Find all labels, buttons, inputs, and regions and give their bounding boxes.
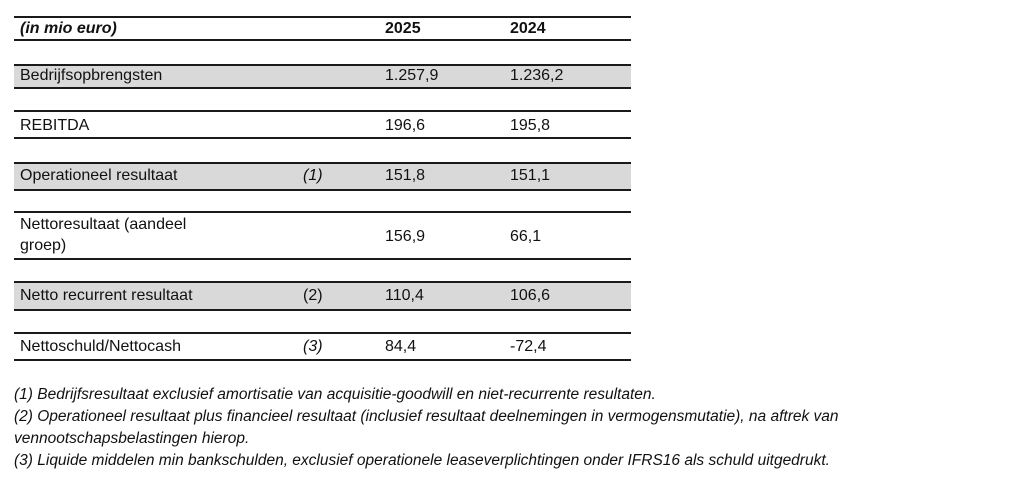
row-value-2024: 1.236,2 [510,67,564,84]
row-value-2024: 195,8 [510,117,551,134]
table-rule [14,87,631,89]
row-value-2025: 156,9 [385,228,426,245]
row-label-operating-result: Operationeel resultaat [20,167,178,184]
table-rule [14,332,631,334]
header-2024: 2024 [510,20,546,37]
table-rule [14,162,631,164]
row-note: (3) [303,338,323,355]
row-value-2025: 196,6 [385,117,426,134]
row-label-net-debt: Nettoschuld/Nettocash [20,338,181,355]
table-rule [14,359,631,361]
row-label-recurrent-result: Netto recurrent resultaat [20,287,193,304]
row-label-net-result-line1: Nettoresultaat (aandeel [20,216,187,233]
table-rule [14,137,631,139]
table-rule [14,211,631,213]
footnote-3: (3) Liquide middelen min bankschulden, exclusief operationele leaseverplichtingen onder IFRS16 als schuld uitgedrukt. [14,452,830,469]
footnote-1: (1) Bedrijfsresultaat exclusief amortisatie van acquisitie-goodwill en niet-recurrente resultaten. [14,386,656,403]
table-rule [14,110,631,112]
row-value-2025: 84,4 [385,338,417,355]
row-value-2024: -72,4 [510,338,547,355]
row-value-2025: 1.257,9 [385,67,439,84]
table-rule [14,189,631,191]
row-value-2025: 110,4 [385,287,424,304]
footnote-2: (2) Operationeel resultaat plus financieel resultaat (inclusief resultaat deelnemingen in vermogensmutatie), na aftrek van vennootschapsbelastingen hierop. [14,408,839,447]
table-rule [14,281,631,283]
row-label-revenue: Bedrijfsopbrengsten [20,67,163,84]
footnotes [14,384,1014,472]
row-note: (1) [303,167,323,184]
header-unit-label: (in mio euro) [20,20,117,37]
table-rule [14,309,631,311]
row-note: (2) [303,287,323,304]
table-rule [14,258,631,260]
row-value-2024: 106,6 [510,287,551,304]
row-value-2024: 66,1 [510,228,542,245]
row-value-2025: 151,8 [385,167,426,184]
header-2025: 2025 [385,20,421,37]
row-label-net-result-line2: groep) [20,237,67,254]
row-value-2024: 151,1 [510,167,551,184]
table-rule [14,16,631,18]
table-rule [14,39,631,41]
row-label-rebitda: REBITDA [20,117,90,134]
